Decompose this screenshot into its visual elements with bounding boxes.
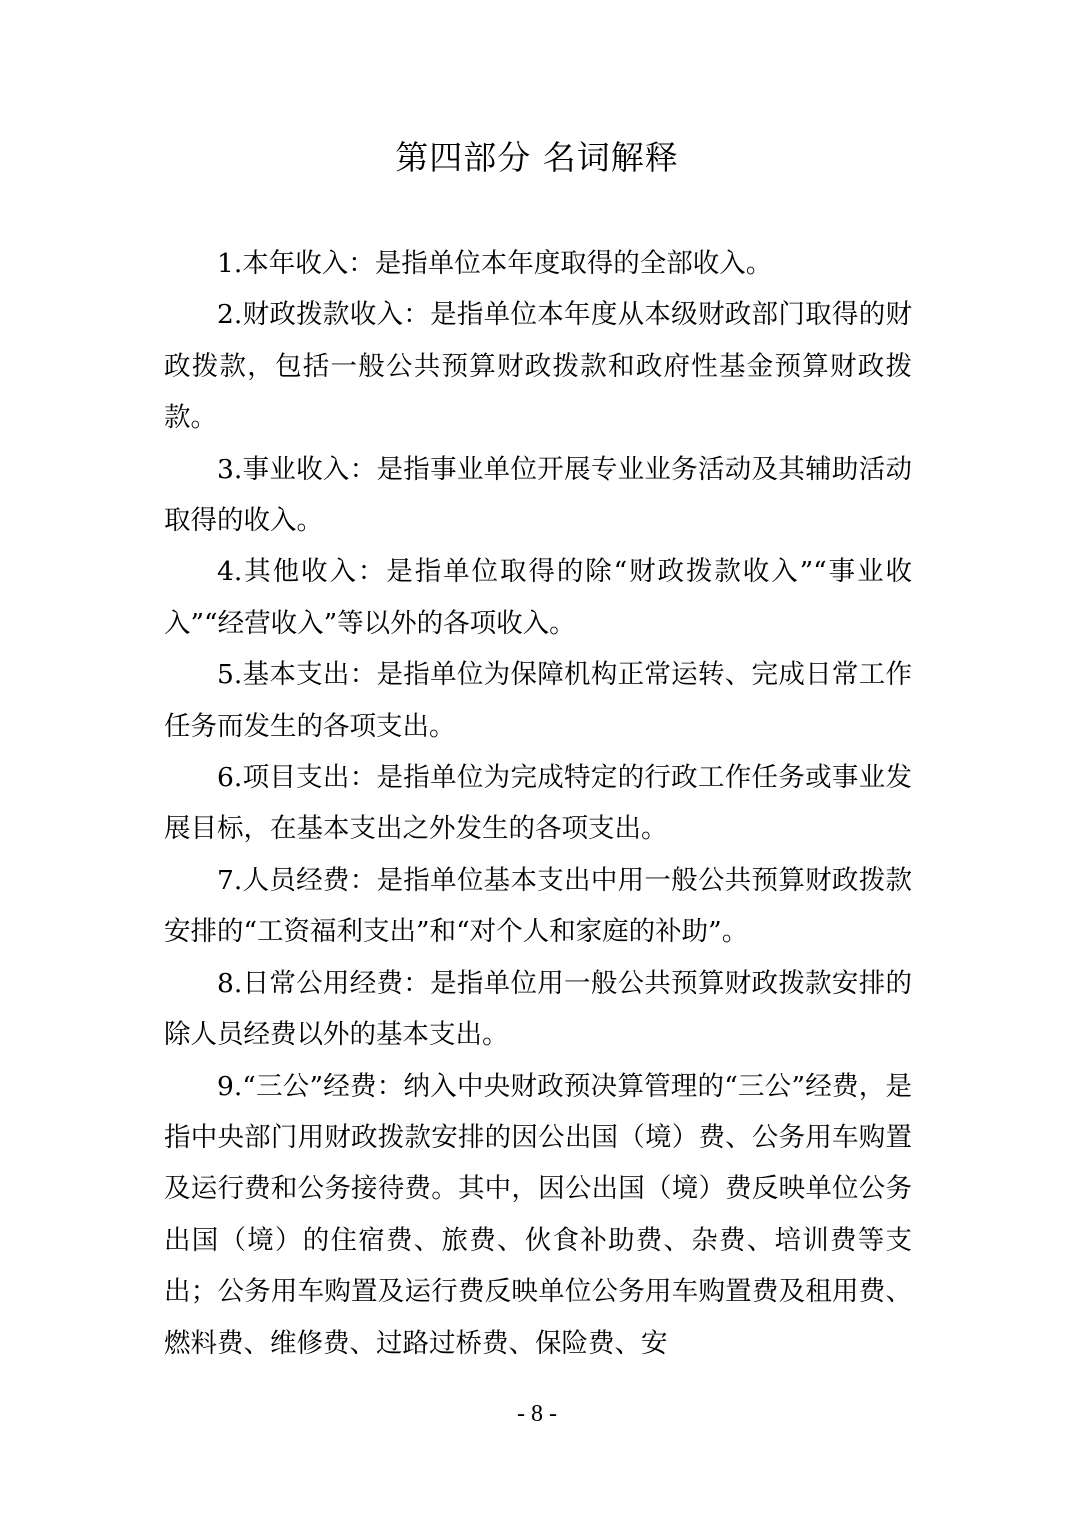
paragraph-7: 7.人员经费：是指单位基本支出中用一般公共预算财政拨款安排的“工资福利支出”和“对个人和家庭的补助”。 — [164, 864, 912, 948]
paragraph-5: 5.基本支出：是指单位为保障机构正常运转、完成日常工作任务而发生的各项支出。 — [164, 659, 912, 742]
paragraph-8: 8.日常公用经费：是指单位用一般公共预算财政拨款安排的除人员经费以外的基本支出。 — [164, 967, 912, 1051]
paragraph-2: 2.财政拨款收入：是指单位本年度从本级财政部门取得的财政拨款，包括一般公共预算财政拨款和政府性基金预算财政拨款。 — [164, 299, 912, 434]
paragraph-4: 4.其他收入：是指单位取得的除“财政拨款收入”“事业收入”“经营收入”等以外的各项收入。 — [164, 556, 912, 639]
page-title: 第四部分 名词解释 — [395, 138, 679, 177]
paragraph-6: 6.项目支出：是指单位为完成特定的行政工作任务或事业发展目标，在基本支出之外发生的各项支出。 — [164, 762, 912, 845]
paragraph-3: 3.事业收入：是指事业单位开展专业业务活动及其辅助活动取得的收入。 — [164, 453, 912, 537]
page-number: - 8 - — [517, 1401, 557, 1427]
paragraph-9: 9.“三公”经费：纳入中央财政预决算管理的“三公”经费，是指中央部门用财政拨款安排的因公出国（境）费、公务用车购置及运行费和公务接待费。其中，因公出国（境）费反映单位公务出国（境）的住宿费、旅费、伙食补助费、杂费、培训费等支出；公务用车购置及运行费反映单位公务用车购置费及租用费、燃料费、维修费、过路过桥费、保险费、安 — [164, 1070, 912, 1359]
document-body — [164, 238, 912, 1369]
paragraph-1: 1.本年收入：是指单位本年度取得的全部收入。 — [217, 248, 773, 279]
